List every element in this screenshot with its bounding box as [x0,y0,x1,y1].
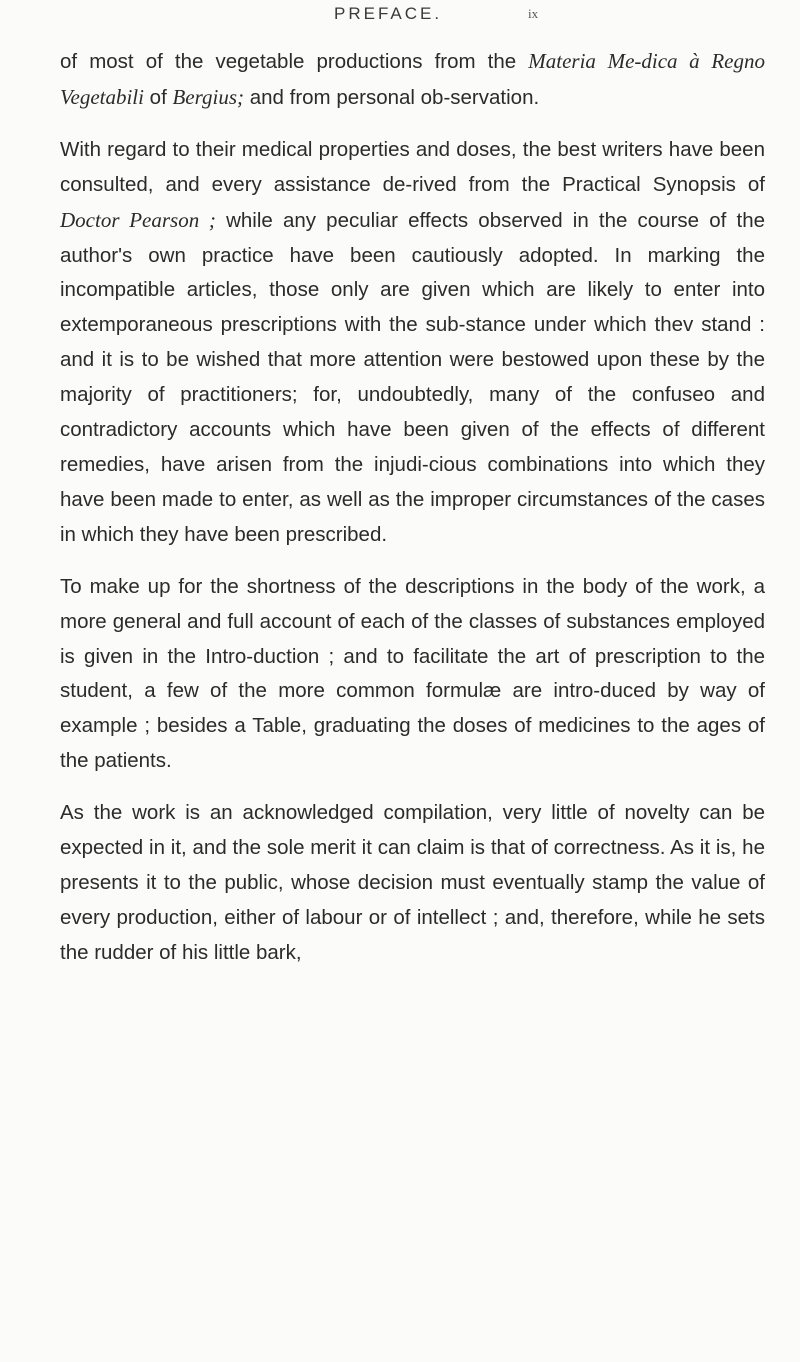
author-name-bergius: Bergius; [172,84,245,109]
paragraph-1 [60,44,765,116]
paragraph-1-text: and from personal ob-servation. [244,85,540,109]
author-name-pearson: Doctor Pearson ; [60,207,216,232]
paragraph-1-text: of [143,85,173,109]
page-number: ix [528,6,539,21]
paragraph-3-text: To make up for the shortness of the descriptions in the body of the work, a more general and full account of each of the classes of substances employed is given in the Intro-duction ; and to facilitate the art of prescription to the student, a few of the more common formulæ are intro-duced by way of example ; besides a Table, graduating the doses of medicines to the ages of the patients. [60,574,765,773]
paragraph-4-text: As the work is an acknowledged compilation, very little of novelty can be expected in it, and the sole merit it can claim is that of correctness. As it is, he presents it to the public, whose decision must eventually stamp the value of every production, either of labour or of intellect ; and, therefore, while he sets the rudder of his little bark, [60,801,765,964]
paragraph-2 [60,133,765,553]
paragraph-2-text: while any peculiar effects observed in the course of the author's own practice have been cautiously adopted. In marking the incompatible articles, those only are given which are likely to enter into extemporaneous prescriptions with the sub-stance under which thev stand : and it is to be wished that more attention were bestowed upon these by the majority of practitioners; for, undoubtedly, many of the confuseo and contradictory accounts which have been given of the effects of different remedies, have arisen from the injudi-cious combinations into which they have been made to enter, as well as the improper circumstances of the cases in which they have been prescribed. [60,208,765,546]
running-title: PREFACE. [334,4,443,23]
body-text [60,44,765,971]
book-title-materia-medica: Materia Me-dica à Regno Vegetabili [60,49,765,109]
paragraph-4 [60,796,765,971]
paragraph-2-text: With regard to their medical properties and doses, the best writers have been consulted, and every assistance de-rived from the Practical Synopsis of [60,137,765,196]
paragraph-3 [60,570,765,779]
running-head [0,0,800,40]
paragraph-1-text: of most of the vegetable productions from the [60,50,529,73]
